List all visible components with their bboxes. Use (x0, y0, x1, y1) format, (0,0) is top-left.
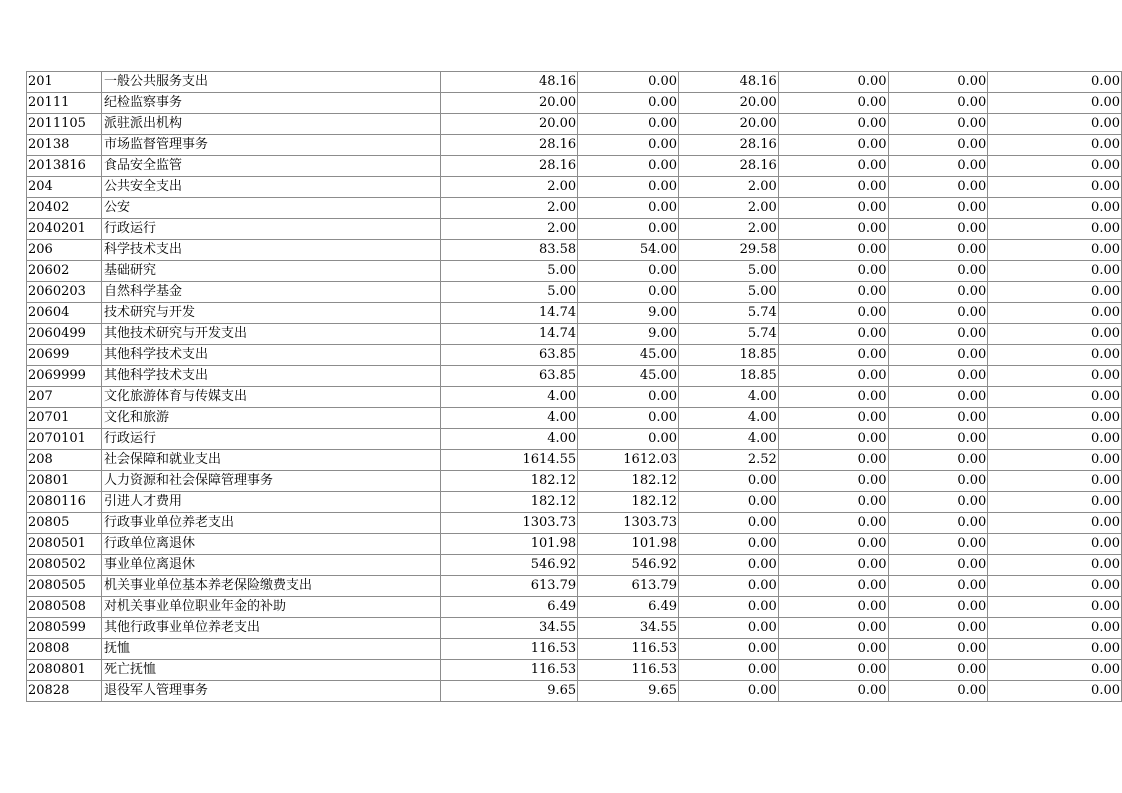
amount-cell: 28.16 (679, 135, 779, 156)
subject-name-cell: 机关事业单位基本养老保险缴费支出 (101, 576, 441, 597)
amount-cell: 2.00 (679, 177, 779, 198)
subject-name-cell: 抚恤 (101, 639, 441, 660)
amount-cell: 0.00 (679, 576, 779, 597)
subject-code-cell: 207 (27, 387, 102, 408)
subject-code-cell: 20828 (27, 681, 102, 702)
amount-cell: 5.00 (679, 261, 779, 282)
amount-cell: 0.00 (988, 114, 1122, 135)
amount-cell: 182.12 (441, 492, 578, 513)
amount-cell: 28.16 (679, 156, 779, 177)
amount-cell: 5.74 (679, 303, 779, 324)
amount-cell: 0.00 (888, 156, 988, 177)
amount-cell: 5.00 (679, 282, 779, 303)
amount-cell: 0.00 (778, 576, 888, 597)
amount-cell: 546.92 (578, 555, 679, 576)
amount-cell: 546.92 (441, 555, 578, 576)
amount-cell: 0.00 (988, 639, 1122, 660)
subject-name-cell: 自然科学基金 (101, 282, 441, 303)
subject-code-cell: 2011105 (27, 114, 102, 135)
amount-cell: 1303.73 (441, 513, 578, 534)
amount-cell: 0.00 (778, 261, 888, 282)
amount-cell: 0.00 (888, 177, 988, 198)
subject-name-cell: 其他技术研究与开发支出 (101, 324, 441, 345)
table-row (27, 135, 1122, 156)
amount-cell: 0.00 (988, 492, 1122, 513)
amount-cell: 20.00 (679, 114, 779, 135)
amount-cell: 0.00 (888, 135, 988, 156)
amount-cell: 0.00 (988, 135, 1122, 156)
subject-code-cell: 20805 (27, 513, 102, 534)
budget-table (26, 71, 1122, 702)
table-row (27, 471, 1122, 492)
amount-cell: 45.00 (578, 345, 679, 366)
amount-cell: 20.00 (441, 114, 578, 135)
subject-name-cell: 死亡抚恤 (101, 660, 441, 681)
subject-name-cell: 公安 (101, 198, 441, 219)
subject-name-cell: 引进人才费用 (101, 492, 441, 513)
subject-name-cell: 行政事业单位养老支出 (101, 513, 441, 534)
amount-cell: 116.53 (578, 639, 679, 660)
table-row (27, 366, 1122, 387)
amount-cell: 182.12 (578, 471, 679, 492)
table-row (27, 492, 1122, 513)
amount-cell: 6.49 (441, 597, 578, 618)
amount-cell: 0.00 (778, 177, 888, 198)
amount-cell: 0.00 (679, 639, 779, 660)
amount-cell: 0.00 (988, 366, 1122, 387)
table-row (27, 72, 1122, 93)
amount-cell: 0.00 (888, 324, 988, 345)
amount-cell: 20.00 (679, 93, 779, 114)
subject-code-cell: 201 (27, 72, 102, 93)
subject-code-cell: 2069999 (27, 366, 102, 387)
subject-code-cell: 208 (27, 450, 102, 471)
table-body (27, 72, 1122, 702)
amount-cell: 0.00 (778, 681, 888, 702)
amount-cell: 0.00 (778, 345, 888, 366)
amount-cell: 0.00 (778, 324, 888, 345)
table-row (27, 219, 1122, 240)
amount-cell: 0.00 (679, 618, 779, 639)
amount-cell: 5.00 (441, 261, 578, 282)
amount-cell: 2.00 (441, 219, 578, 240)
table-row (27, 282, 1122, 303)
amount-cell: 116.53 (441, 660, 578, 681)
amount-cell: 9.00 (578, 324, 679, 345)
amount-cell: 0.00 (778, 114, 888, 135)
amount-cell: 0.00 (988, 660, 1122, 681)
amount-cell: 83.58 (441, 240, 578, 261)
table-row (27, 114, 1122, 135)
amount-cell: 613.79 (578, 576, 679, 597)
amount-cell: 0.00 (778, 72, 888, 93)
amount-cell: 48.16 (441, 72, 578, 93)
amount-cell: 0.00 (988, 156, 1122, 177)
amount-cell: 0.00 (988, 198, 1122, 219)
amount-cell: 2.52 (679, 450, 779, 471)
subject-name-cell: 市场监督管理事务 (101, 135, 441, 156)
amount-cell: 0.00 (778, 282, 888, 303)
amount-cell: 0.00 (679, 492, 779, 513)
amount-cell: 0.00 (778, 471, 888, 492)
amount-cell: 0.00 (988, 576, 1122, 597)
table-row (27, 198, 1122, 219)
amount-cell: 0.00 (888, 72, 988, 93)
amount-cell: 0.00 (988, 450, 1122, 471)
amount-cell: 101.98 (578, 534, 679, 555)
amount-cell: 0.00 (888, 618, 988, 639)
amount-cell: 0.00 (778, 450, 888, 471)
table-row (27, 597, 1122, 618)
subject-name-cell: 事业单位离退休 (101, 555, 441, 576)
amount-cell: 0.00 (988, 303, 1122, 324)
amount-cell: 116.53 (441, 639, 578, 660)
table-row (27, 681, 1122, 702)
amount-cell: 1612.03 (578, 450, 679, 471)
amount-cell: 0.00 (888, 681, 988, 702)
amount-cell: 0.00 (988, 324, 1122, 345)
subject-name-cell: 其他科学技术支出 (101, 366, 441, 387)
amount-cell: 2.00 (679, 198, 779, 219)
amount-cell: 34.55 (578, 618, 679, 639)
amount-cell: 4.00 (441, 387, 578, 408)
amount-cell: 0.00 (578, 387, 679, 408)
subject-code-cell: 20699 (27, 345, 102, 366)
subject-name-cell: 其他科学技术支出 (101, 345, 441, 366)
subject-name-cell: 技术研究与开发 (101, 303, 441, 324)
subject-code-cell: 2013816 (27, 156, 102, 177)
subject-code-cell: 206 (27, 240, 102, 261)
amount-cell: 0.00 (578, 114, 679, 135)
table-row (27, 408, 1122, 429)
amount-cell: 0.00 (888, 597, 988, 618)
amount-cell: 20.00 (441, 93, 578, 114)
subject-name-cell: 文化旅游体育与传媒支出 (101, 387, 441, 408)
amount-cell: 48.16 (679, 72, 779, 93)
amount-cell: 0.00 (578, 72, 679, 93)
amount-cell: 18.85 (679, 345, 779, 366)
table-row (27, 303, 1122, 324)
amount-cell: 0.00 (778, 513, 888, 534)
subject-code-cell: 20402 (27, 198, 102, 219)
amount-cell: 0.00 (888, 513, 988, 534)
amount-cell: 0.00 (888, 555, 988, 576)
amount-cell: 0.00 (888, 492, 988, 513)
amount-cell: 14.74 (441, 324, 578, 345)
amount-cell: 0.00 (578, 408, 679, 429)
subject-name-cell: 行政运行 (101, 429, 441, 450)
subject-code-cell: 20602 (27, 261, 102, 282)
subject-name-cell: 纪检监察事务 (101, 93, 441, 114)
amount-cell: 0.00 (888, 660, 988, 681)
table-row (27, 324, 1122, 345)
amount-cell: 0.00 (888, 114, 988, 135)
amount-cell: 0.00 (578, 93, 679, 114)
amount-cell: 0.00 (988, 177, 1122, 198)
amount-cell: 4.00 (441, 429, 578, 450)
subject-code-cell: 20604 (27, 303, 102, 324)
amount-cell: 0.00 (888, 198, 988, 219)
table-row (27, 660, 1122, 681)
amount-cell: 0.00 (988, 618, 1122, 639)
subject-code-cell: 2060499 (27, 324, 102, 345)
amount-cell: 0.00 (988, 72, 1122, 93)
amount-cell: 0.00 (988, 345, 1122, 366)
table-row (27, 261, 1122, 282)
amount-cell: 0.00 (778, 156, 888, 177)
amount-cell: 0.00 (778, 387, 888, 408)
amount-cell: 2.00 (441, 198, 578, 219)
subject-code-cell: 2080116 (27, 492, 102, 513)
subject-code-cell: 2080508 (27, 597, 102, 618)
amount-cell: 54.00 (578, 240, 679, 261)
subject-code-cell: 20801 (27, 471, 102, 492)
amount-cell: 0.00 (988, 93, 1122, 114)
amount-cell: 0.00 (988, 471, 1122, 492)
table-row (27, 240, 1122, 261)
table-row (27, 156, 1122, 177)
amount-cell: 0.00 (988, 597, 1122, 618)
amount-cell: 182.12 (578, 492, 679, 513)
amount-cell: 0.00 (778, 93, 888, 114)
amount-cell: 0.00 (778, 408, 888, 429)
amount-cell: 0.00 (679, 513, 779, 534)
table-row (27, 555, 1122, 576)
amount-cell: 34.55 (441, 618, 578, 639)
table-row (27, 345, 1122, 366)
amount-cell: 0.00 (888, 345, 988, 366)
table-row (27, 450, 1122, 471)
amount-cell: 63.85 (441, 366, 578, 387)
subject-code-cell: 20701 (27, 408, 102, 429)
amount-cell: 613.79 (441, 576, 578, 597)
amount-cell: 45.00 (578, 366, 679, 387)
amount-cell: 9.65 (578, 681, 679, 702)
amount-cell: 0.00 (778, 618, 888, 639)
amount-cell: 116.53 (578, 660, 679, 681)
amount-cell: 0.00 (778, 240, 888, 261)
amount-cell: 9.65 (441, 681, 578, 702)
table-row (27, 387, 1122, 408)
amount-cell: 0.00 (988, 513, 1122, 534)
amount-cell: 4.00 (679, 387, 779, 408)
amount-cell: 0.00 (888, 408, 988, 429)
subject-name-cell: 食品安全监管 (101, 156, 441, 177)
table-row (27, 639, 1122, 660)
subject-code-cell: 2080801 (27, 660, 102, 681)
amount-cell: 0.00 (888, 429, 988, 450)
amount-cell: 0.00 (578, 156, 679, 177)
amount-cell: 0.00 (679, 534, 779, 555)
amount-cell: 0.00 (778, 555, 888, 576)
amount-cell: 0.00 (778, 429, 888, 450)
amount-cell: 28.16 (441, 156, 578, 177)
amount-cell: 0.00 (888, 282, 988, 303)
amount-cell: 0.00 (888, 576, 988, 597)
subject-name-cell: 派驻派出机构 (101, 114, 441, 135)
subject-code-cell: 2080505 (27, 576, 102, 597)
subject-name-cell: 对机关事业单位职业年金的补助 (101, 597, 441, 618)
subject-code-cell: 2060203 (27, 282, 102, 303)
amount-cell: 14.74 (441, 303, 578, 324)
amount-cell: 9.00 (578, 303, 679, 324)
amount-cell: 0.00 (888, 639, 988, 660)
amount-cell: 6.49 (578, 597, 679, 618)
amount-cell: 0.00 (778, 492, 888, 513)
table-row (27, 618, 1122, 639)
table-row (27, 93, 1122, 114)
amount-cell: 2.00 (441, 177, 578, 198)
amount-cell: 0.00 (778, 639, 888, 660)
table-row (27, 576, 1122, 597)
amount-cell: 0.00 (988, 219, 1122, 240)
subject-name-cell: 其他行政事业单位养老支出 (101, 618, 441, 639)
subject-name-cell: 社会保障和就业支出 (101, 450, 441, 471)
subject-code-cell: 20808 (27, 639, 102, 660)
subject-code-cell: 204 (27, 177, 102, 198)
subject-code-cell: 2080502 (27, 555, 102, 576)
amount-cell: 0.00 (888, 534, 988, 555)
subject-name-cell: 行政单位离退休 (101, 534, 441, 555)
amount-cell: 5.74 (679, 324, 779, 345)
subject-name-cell: 科学技术支出 (101, 240, 441, 261)
amount-cell: 2.00 (679, 219, 779, 240)
amount-cell: 0.00 (988, 261, 1122, 282)
amount-cell: 0.00 (578, 135, 679, 156)
amount-cell: 0.00 (888, 93, 988, 114)
subject-name-cell: 一般公共服务支出 (101, 72, 441, 93)
amount-cell: 182.12 (441, 471, 578, 492)
subject-code-cell: 2080501 (27, 534, 102, 555)
amount-cell: 0.00 (778, 303, 888, 324)
amount-cell: 0.00 (578, 177, 679, 198)
subject-name-cell: 行政运行 (101, 219, 441, 240)
subject-code-cell: 20138 (27, 135, 102, 156)
subject-code-cell: 20111 (27, 93, 102, 114)
amount-cell: 28.16 (441, 135, 578, 156)
subject-name-cell: 退役军人管理事务 (101, 681, 441, 702)
amount-cell: 0.00 (888, 366, 988, 387)
subject-name-cell: 人力资源和社会保障管理事务 (101, 471, 441, 492)
subject-code-cell: 2040201 (27, 219, 102, 240)
subject-code-cell: 2080599 (27, 618, 102, 639)
amount-cell: 0.00 (888, 303, 988, 324)
amount-cell: 0.00 (578, 261, 679, 282)
amount-cell: 0.00 (778, 198, 888, 219)
amount-cell: 0.00 (679, 681, 779, 702)
amount-cell: 4.00 (679, 408, 779, 429)
amount-cell: 0.00 (578, 198, 679, 219)
amount-cell: 18.85 (679, 366, 779, 387)
amount-cell: 4.00 (441, 408, 578, 429)
amount-cell: 0.00 (578, 282, 679, 303)
amount-cell: 0.00 (988, 387, 1122, 408)
amount-cell: 0.00 (888, 261, 988, 282)
amount-cell: 0.00 (988, 555, 1122, 576)
amount-cell: 1303.73 (578, 513, 679, 534)
amount-cell: 0.00 (679, 597, 779, 618)
amount-cell: 1614.55 (441, 450, 578, 471)
amount-cell: 0.00 (778, 660, 888, 681)
amount-cell: 0.00 (888, 387, 988, 408)
amount-cell: 0.00 (988, 408, 1122, 429)
amount-cell: 4.00 (679, 429, 779, 450)
subject-code-cell: 2070101 (27, 429, 102, 450)
amount-cell: 5.00 (441, 282, 578, 303)
table-row (27, 513, 1122, 534)
amount-cell: 0.00 (778, 219, 888, 240)
subject-name-cell: 公共安全支出 (101, 177, 441, 198)
amount-cell: 0.00 (888, 240, 988, 261)
amount-cell: 0.00 (988, 282, 1122, 303)
amount-cell: 0.00 (578, 219, 679, 240)
amount-cell: 0.00 (988, 534, 1122, 555)
subject-name-cell: 文化和旅游 (101, 408, 441, 429)
table-row (27, 534, 1122, 555)
amount-cell: 0.00 (888, 450, 988, 471)
amount-cell: 0.00 (988, 681, 1122, 702)
amount-cell: 0.00 (988, 240, 1122, 261)
amount-cell: 63.85 (441, 345, 578, 366)
amount-cell: 101.98 (441, 534, 578, 555)
table-row (27, 177, 1122, 198)
subject-name-cell: 基础研究 (101, 261, 441, 282)
amount-cell: 0.00 (778, 135, 888, 156)
amount-cell: 0.00 (888, 219, 988, 240)
amount-cell: 0.00 (679, 555, 779, 576)
amount-cell: 0.00 (679, 660, 779, 681)
amount-cell: 0.00 (988, 429, 1122, 450)
amount-cell: 0.00 (778, 366, 888, 387)
amount-cell: 0.00 (888, 471, 988, 492)
table-row (27, 429, 1122, 450)
amount-cell: 0.00 (578, 429, 679, 450)
amount-cell: 29.58 (679, 240, 779, 261)
amount-cell: 0.00 (679, 471, 779, 492)
amount-cell: 0.00 (778, 534, 888, 555)
amount-cell: 0.00 (778, 597, 888, 618)
